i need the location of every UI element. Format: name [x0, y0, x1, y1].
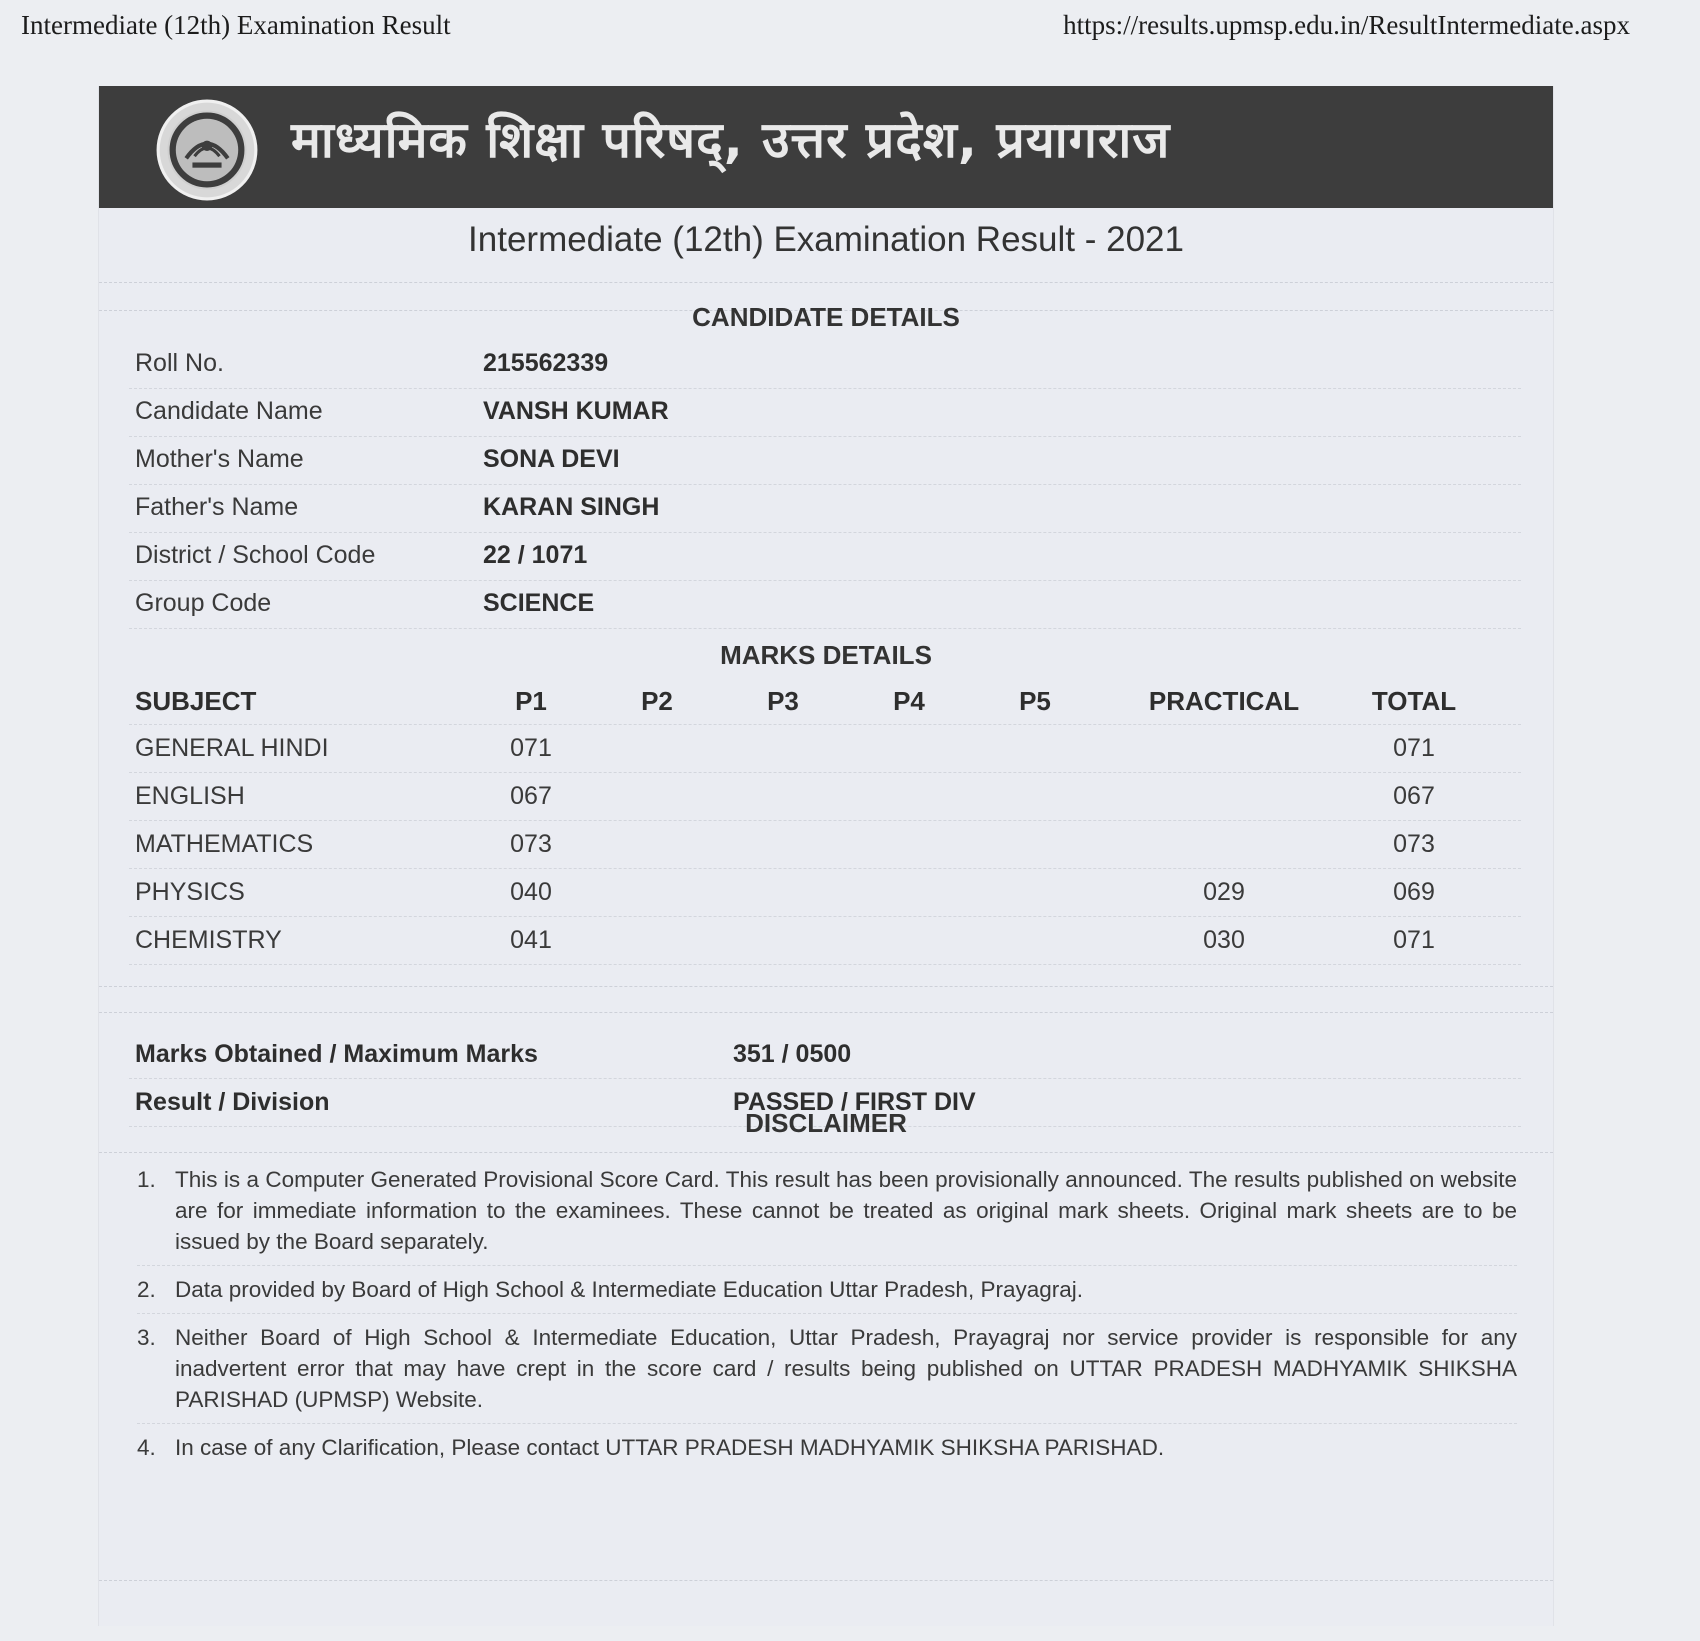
- total-cell: 073: [1393, 830, 1435, 858]
- print-header: [0, 0, 1700, 60]
- marks-header-row: [129, 676, 1521, 725]
- column-header: P1: [515, 686, 547, 716]
- result-label: Result / Division: [135, 1088, 330, 1116]
- row-label: Candidate Name: [135, 397, 323, 425]
- list-item: 1. This is a Computer Generated Provisional Score Card. This result has been provisionally announced. The results published on website are for immediate information to the examinees. These cannot be treated as original mark sheets. Original mark sheets are to be issued by the Board separately.: [137, 1156, 1517, 1266]
- subject-cell: GENERAL HINDI: [135, 734, 329, 762]
- p1-cell: 073: [510, 830, 552, 858]
- subject-cell: CHEMISTRY: [135, 926, 282, 954]
- row-label: Group Code: [135, 589, 272, 617]
- practical-cell: 029: [1203, 878, 1245, 906]
- table-row: [129, 916, 1521, 965]
- candidate-row-father: [129, 484, 1521, 533]
- subject-cell: PHYSICS: [135, 878, 245, 906]
- disclaimer-list: [137, 1156, 1517, 1471]
- row-label: Father's Name: [135, 493, 299, 521]
- marks-total-label: Marks Obtained / Maximum Marks: [135, 1040, 538, 1068]
- p1-cell: 041: [510, 926, 552, 954]
- list-item: 2. Data provided by Board of High School & Intermediate Education Uttar Pradesh, Prayagraj.: [137, 1266, 1517, 1314]
- total-cell: 067: [1393, 782, 1435, 810]
- page-title: Intermediate (12th) Examination Result - 2021: [468, 220, 1184, 259]
- marks-details-title: MARKS DETAILS: [720, 640, 932, 670]
- column-header: P3: [767, 686, 799, 716]
- row-label: District / School Code: [135, 541, 376, 569]
- row-value: VANSH KUMAR: [483, 397, 669, 425]
- p1-cell: 071: [510, 734, 552, 762]
- divider: [99, 282, 1553, 283]
- subject-cell: ENGLISH: [135, 782, 245, 810]
- column-header: PRACTICAL: [1148, 686, 1300, 716]
- p1-cell: 067: [510, 782, 552, 810]
- board-name-hindi: माध्यमिक शिक्षा परिषद्, उत्तर प्रदेश, प्रयागराज: [291, 111, 1171, 169]
- table-row: [129, 820, 1521, 869]
- upmsp-seal-icon: [155, 98, 259, 202]
- marks-total-value: 351 / 0500: [733, 1040, 852, 1068]
- table-row: [129, 724, 1521, 773]
- list-item: 4. In case of any Clarification, Please contact UTTAR PRADESH MADHYAMIK SHIKSHA PARISHAD.: [137, 1435, 1165, 1460]
- disclaimer-title: DISCLAIMER: [745, 1108, 907, 1138]
- p1-cell: 040: [510, 878, 552, 906]
- row-label: Roll No.: [135, 349, 224, 377]
- board-banner: [99, 86, 1553, 208]
- divider: [99, 1580, 1553, 1581]
- total-cell: 069: [1393, 878, 1435, 906]
- row-value: SONA DEVI: [483, 445, 620, 473]
- candidate-row-roll: [129, 340, 1521, 389]
- column-header: TOTAL: [1371, 686, 1457, 716]
- column-header: P4: [893, 686, 925, 716]
- result-sheet: [98, 86, 1554, 1626]
- row-value: SCIENCE: [483, 589, 595, 617]
- column-header: P2: [641, 686, 673, 716]
- divider: [99, 986, 1553, 987]
- candidate-row-district: [129, 532, 1521, 581]
- row-label: Mother's Name: [135, 445, 304, 473]
- divider: [99, 1012, 1553, 1013]
- row-value: 22 / 1071: [483, 541, 588, 569]
- candidate-row-group: [129, 580, 1521, 629]
- candidate-row-mother: [129, 436, 1521, 485]
- subject-cell: MATHEMATICS: [135, 830, 314, 858]
- marks-total-row: [129, 1030, 1521, 1079]
- print-header-url: https://results.upmsp.edu.in/ResultIntermediate.aspx: [1063, 10, 1630, 40]
- print-header-title: Intermediate (12th) Examination Result: [21, 10, 451, 40]
- total-cell: 071: [1393, 926, 1435, 954]
- column-header: SUBJECT: [135, 686, 257, 716]
- practical-cell: 030: [1203, 926, 1245, 954]
- list-item: 3. Neither Board of High School & Intermediate Education, Uttar Pradesh, Prayagraj nor service provider is responsible for any inadvertent error that may have crept in the score card / results being published on UTTAR PRADESH MADHYAMIK SHIKSHA PARISHAD (UPMSP) Website.: [137, 1314, 1517, 1424]
- divider: [99, 1152, 1553, 1153]
- table-row: [129, 772, 1521, 821]
- column-header: P5: [1019, 686, 1051, 716]
- candidate-details-title: CANDIDATE DETAILS: [692, 302, 960, 332]
- row-value: 215562339: [483, 349, 609, 377]
- table-row: [129, 868, 1521, 917]
- result-value: PASSED / FIRST DIV: [733, 1088, 976, 1116]
- total-cell: 071: [1393, 734, 1435, 762]
- row-value: KARAN SINGH: [483, 493, 660, 521]
- candidate-row-name: [129, 388, 1521, 437]
